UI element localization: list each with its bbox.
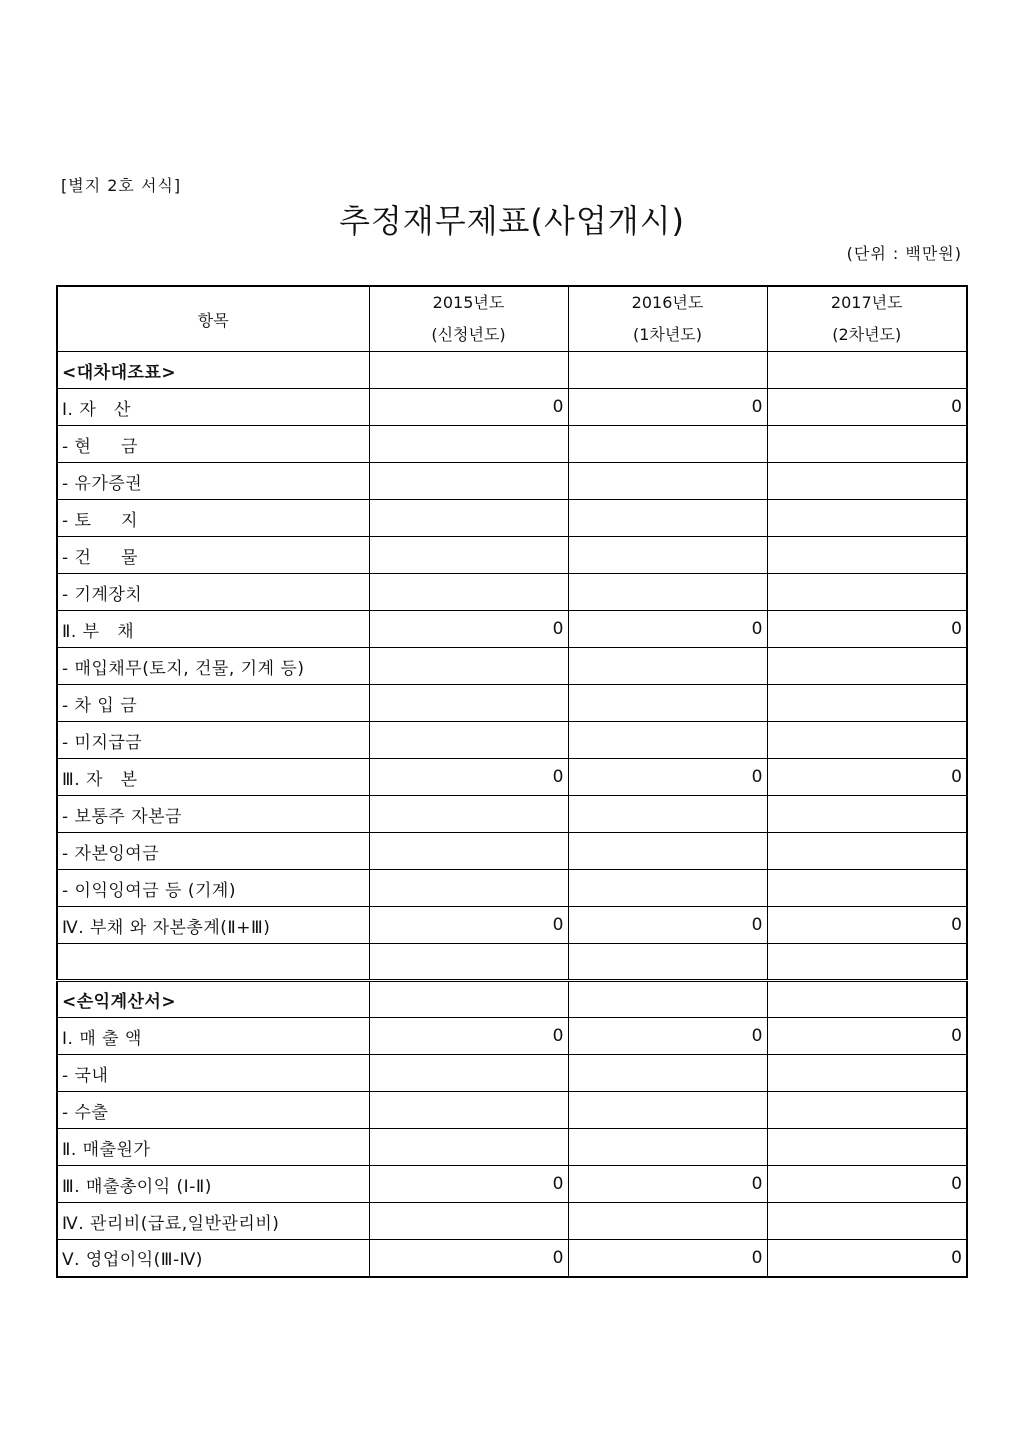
row-value-cell xyxy=(369,833,568,870)
row-label: - 현 금 xyxy=(57,426,369,463)
table-row xyxy=(57,574,967,611)
table-row xyxy=(57,1166,967,1203)
row-value-cell xyxy=(767,463,967,500)
row-value-cell: 0 xyxy=(369,759,568,796)
row-value-cell xyxy=(767,1129,967,1166)
row-value-cell xyxy=(767,1055,967,1092)
row-value-cell xyxy=(568,981,767,1018)
row-value-cell xyxy=(369,722,568,759)
row-value-cell xyxy=(767,648,967,685)
row-value-cell xyxy=(568,537,767,574)
header-year: 2016년도 xyxy=(631,293,704,312)
row-value-cell xyxy=(369,796,568,833)
row-value-cell: 0 xyxy=(568,389,767,426)
table-row xyxy=(57,833,967,870)
row-value-cell xyxy=(369,426,568,463)
row-value-cell xyxy=(369,870,568,907)
row-value-cell xyxy=(369,1055,568,1092)
table-row xyxy=(57,981,967,1018)
table-row xyxy=(57,759,967,796)
row-value-cell xyxy=(369,500,568,537)
row-value-cell xyxy=(568,1129,767,1166)
row-value-cell xyxy=(568,648,767,685)
table-row xyxy=(57,463,967,500)
row-value-cell xyxy=(767,833,967,870)
row-value-cell xyxy=(369,944,568,981)
table-row xyxy=(57,352,967,389)
row-label: - 미지급금 xyxy=(57,722,369,759)
header-year: 2015년도 xyxy=(432,293,505,312)
row-value-cell xyxy=(767,426,967,463)
row-value-cell xyxy=(369,685,568,722)
row-label: <대차대조표> xyxy=(57,352,369,389)
financial-statement-table xyxy=(56,285,968,1278)
row-label: - 자본잉여금 xyxy=(57,833,369,870)
row-value-cell: 0 xyxy=(369,389,568,426)
table-header-row xyxy=(57,286,967,352)
row-value-cell: 0 xyxy=(369,611,568,648)
row-value-cell: 0 xyxy=(369,1018,568,1055)
table-row xyxy=(57,389,967,426)
row-value-cell xyxy=(369,981,568,1018)
header-item: 항목 xyxy=(57,286,369,352)
row-value-cell xyxy=(767,1203,967,1240)
row-value-cell xyxy=(369,1092,568,1129)
row-value-cell xyxy=(568,833,767,870)
row-value-cell xyxy=(568,870,767,907)
header-year-2015 xyxy=(369,286,568,352)
header-year-sub: (2차년도) xyxy=(832,325,902,344)
row-value-cell xyxy=(767,981,967,1018)
row-value-cell: 0 xyxy=(568,1018,767,1055)
table-row xyxy=(57,1092,967,1129)
row-label: - 기계장치 xyxy=(57,574,369,611)
row-value-cell xyxy=(568,1055,767,1092)
row-label: - 건 물 xyxy=(57,537,369,574)
table-row xyxy=(57,537,967,574)
row-value-cell xyxy=(568,500,767,537)
row-label: - 토 지 xyxy=(57,500,369,537)
row-value-cell xyxy=(369,463,568,500)
row-value-cell xyxy=(767,685,967,722)
row-label: - 이익잉여금 등 (기계) xyxy=(57,870,369,907)
row-label: - 차 입 금 xyxy=(57,685,369,722)
row-value-cell xyxy=(767,574,967,611)
table-row xyxy=(57,648,967,685)
row-label: Ⅲ. 매출총이익 (Ⅰ-Ⅱ) xyxy=(57,1166,369,1203)
table-row xyxy=(57,722,967,759)
header-year-2016 xyxy=(568,286,767,352)
header-year-sub: (신청년도) xyxy=(431,325,506,344)
table-row xyxy=(57,1018,967,1055)
form-number-label: [별지 2호 서식] xyxy=(61,176,182,195)
row-value-cell xyxy=(568,463,767,500)
row-value-cell xyxy=(767,944,967,981)
row-value-cell xyxy=(369,1203,568,1240)
row-value-cell xyxy=(369,1129,568,1166)
row-value-cell xyxy=(767,722,967,759)
row-value-cell xyxy=(568,1092,767,1129)
table-row xyxy=(57,500,967,537)
row-value-cell: 0 xyxy=(767,1018,967,1055)
table-row xyxy=(57,611,967,648)
header-year-2017 xyxy=(767,286,967,352)
row-label xyxy=(57,944,369,981)
row-value-cell xyxy=(568,944,767,981)
row-value-cell: 0 xyxy=(369,1166,568,1203)
row-label: Ⅲ. 자 본 xyxy=(57,759,369,796)
table-row xyxy=(57,944,967,981)
row-label: Ⅱ. 부 채 xyxy=(57,611,369,648)
row-value-cell: 0 xyxy=(568,1166,767,1203)
row-value-cell xyxy=(369,648,568,685)
row-value-cell: 0 xyxy=(767,907,967,944)
row-label: Ⅱ. 매출원가 xyxy=(57,1129,369,1166)
row-label: - 국내 xyxy=(57,1055,369,1092)
row-value-cell xyxy=(568,426,767,463)
row-label: Ⅳ. 부채 와 자본총계(Ⅱ+Ⅲ) xyxy=(57,907,369,944)
row-value-cell xyxy=(568,685,767,722)
row-value-cell: 0 xyxy=(767,389,967,426)
table-row xyxy=(57,907,967,944)
row-label: Ⅴ. 영업이익(Ⅲ-Ⅳ) xyxy=(57,1240,369,1277)
table-row xyxy=(57,796,967,833)
row-label: <손익계산서> xyxy=(57,981,369,1018)
row-value-cell xyxy=(767,500,967,537)
row-label: Ⅳ. 관리비(급료,일반관리비) xyxy=(57,1203,369,1240)
table-row xyxy=(57,426,967,463)
row-label: - 보통주 자본금 xyxy=(57,796,369,833)
page-title: 추정재무제표(사업개시) xyxy=(338,202,686,240)
row-value-cell: 0 xyxy=(767,1166,967,1203)
row-value-cell xyxy=(767,796,967,833)
table-row xyxy=(57,1203,967,1240)
row-value-cell xyxy=(767,1092,967,1129)
row-value-cell: 0 xyxy=(568,1240,767,1277)
row-value-cell: 0 xyxy=(767,611,967,648)
unit-label: (단위 : 백만원) xyxy=(846,244,962,263)
row-value-cell xyxy=(767,537,967,574)
row-value-cell xyxy=(369,537,568,574)
row-value-cell xyxy=(568,796,767,833)
row-label: - 매입채무(토지, 건물, 기계 등) xyxy=(57,648,369,685)
row-value-cell xyxy=(369,352,568,389)
row-value-cell: 0 xyxy=(767,759,967,796)
row-value-cell xyxy=(767,352,967,389)
row-value-cell: 0 xyxy=(369,1240,568,1277)
table-row xyxy=(57,1129,967,1166)
row-value-cell xyxy=(767,870,967,907)
row-value-cell xyxy=(568,1203,767,1240)
table-row xyxy=(57,1240,967,1277)
header-year: 2017년도 xyxy=(830,293,903,312)
row-value-cell xyxy=(568,722,767,759)
row-value-cell: 0 xyxy=(568,759,767,796)
table-row xyxy=(57,685,967,722)
row-label: - 유가증권 xyxy=(57,463,369,500)
table-row xyxy=(57,870,967,907)
row-label: - 수출 xyxy=(57,1092,369,1129)
row-value-cell: 0 xyxy=(568,907,767,944)
table-row xyxy=(57,1055,967,1092)
row-value-cell xyxy=(369,574,568,611)
row-value-cell: 0 xyxy=(369,907,568,944)
header-year-sub: (1차년도) xyxy=(632,325,703,344)
row-value-cell: 0 xyxy=(767,1240,967,1277)
row-value-cell: 0 xyxy=(568,611,767,648)
row-value-cell xyxy=(568,352,767,389)
row-label: Ⅰ. 자 산 xyxy=(57,389,369,426)
row-value-cell xyxy=(568,574,767,611)
row-label: Ⅰ. 매 출 액 xyxy=(57,1018,369,1055)
